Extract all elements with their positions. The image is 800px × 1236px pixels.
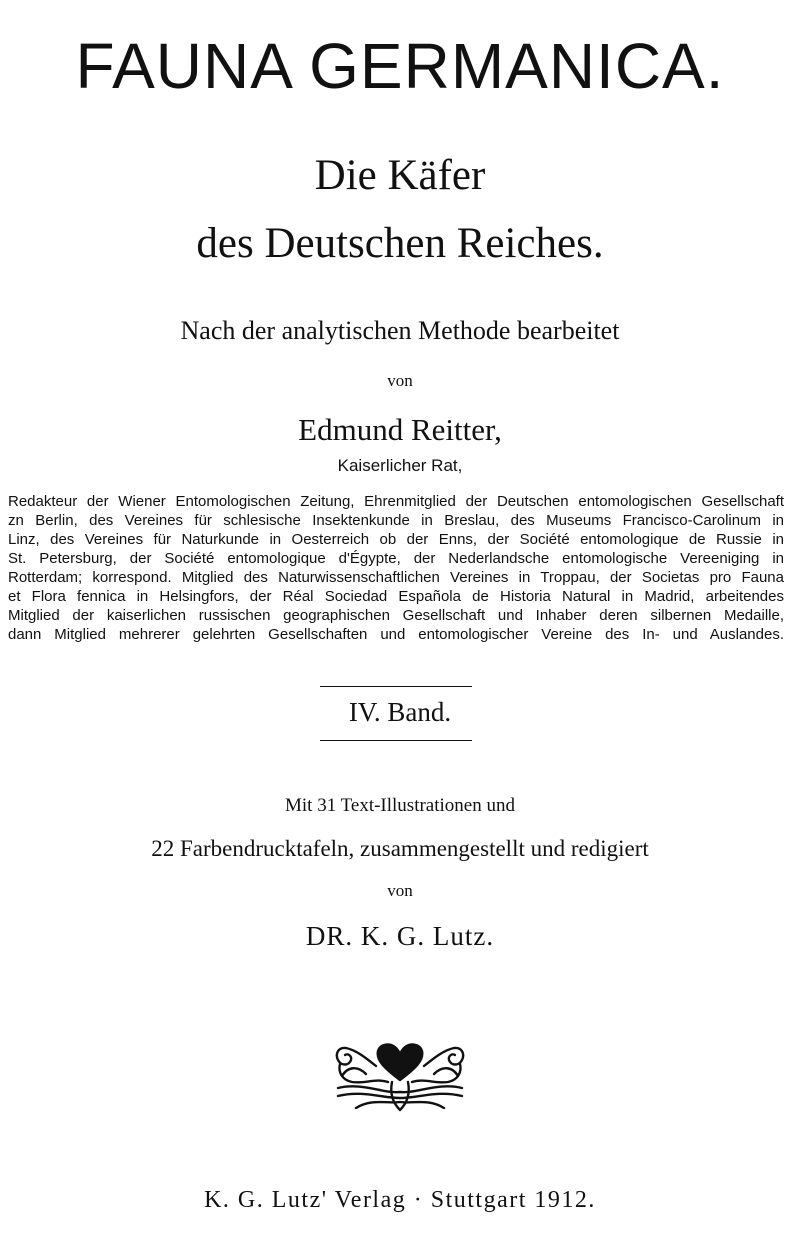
- bio-line: et Flora fennica in Helsingfors, der Réal Sociedad Española de Historia Natural in Madrid, arbeitendes: [8, 588, 784, 605]
- bio-line: Mitglied der kaiserlichen russischen geographischen Gesellschaft und Inhaber deren silbernen Medaille,: [8, 607, 784, 624]
- by-label: von: [387, 371, 413, 390]
- editor-name: DR. K. G. Lutz.: [305, 921, 495, 951]
- illustrations-line-2: 22 Farbendrucktafeln, zusammengestellt und redigiert: [151, 836, 649, 861]
- author-name: Edmund Reitter,: [298, 412, 502, 447]
- bio-line: St. Petersburg, der Société entomologique d'Égypte, der Nederlandsche entomologische Vereeniging in: [8, 550, 784, 567]
- author-biography: [8, 492, 784, 644]
- bio-line: dann Mitglied mehrerer gelehrten Gesellschaften und entomologischer Vereine des In- und Auslandes.: [8, 626, 784, 643]
- author-title: Kaiserlicher Rat,: [337, 456, 463, 475]
- volume-rule-top: [320, 686, 472, 687]
- subtitle-line-1: Die Käfer: [314, 152, 486, 199]
- publisher-imprint: K. G. Lutz' Verlag · Stuttgart 1912.: [204, 1187, 596, 1213]
- volume-label: IV. Band.: [348, 697, 452, 727]
- method-line: Nach der analytischen Methode bearbeitet: [180, 316, 620, 345]
- subtitle-line-2: des Deutschen Reiches.: [196, 220, 604, 267]
- volume-rule-bottom: [320, 740, 472, 741]
- book-title: FAUNA GERMANICA.: [75, 30, 725, 102]
- bio-line: Linz, des Vereines für Naturkunde in Oesterreich ob der Enns, der Société entomologique de Russie in: [8, 531, 784, 548]
- by-label-2: von: [387, 881, 413, 900]
- art-nouveau-heart-ornament-icon: [332, 1036, 468, 1116]
- illustrations-line-1: Mit 31 Text-Illustrationen und: [285, 795, 515, 816]
- bio-line: Redakteur der Wiener Entomologischen Zeitung, Ehrenmitglied der Deutschen entomologischen Gesellschaft: [8, 493, 784, 510]
- bio-line: zn Berlin, des Vereines für schlesische Insektenkunde in Breslau, des Museums Francisco-Carolinum in: [8, 512, 784, 529]
- bio-line: Rotterdam; korrespond. Mitglied des Naturwissenschaftlichen Vereines in Troppau, der Societas pro Fauna: [8, 569, 784, 586]
